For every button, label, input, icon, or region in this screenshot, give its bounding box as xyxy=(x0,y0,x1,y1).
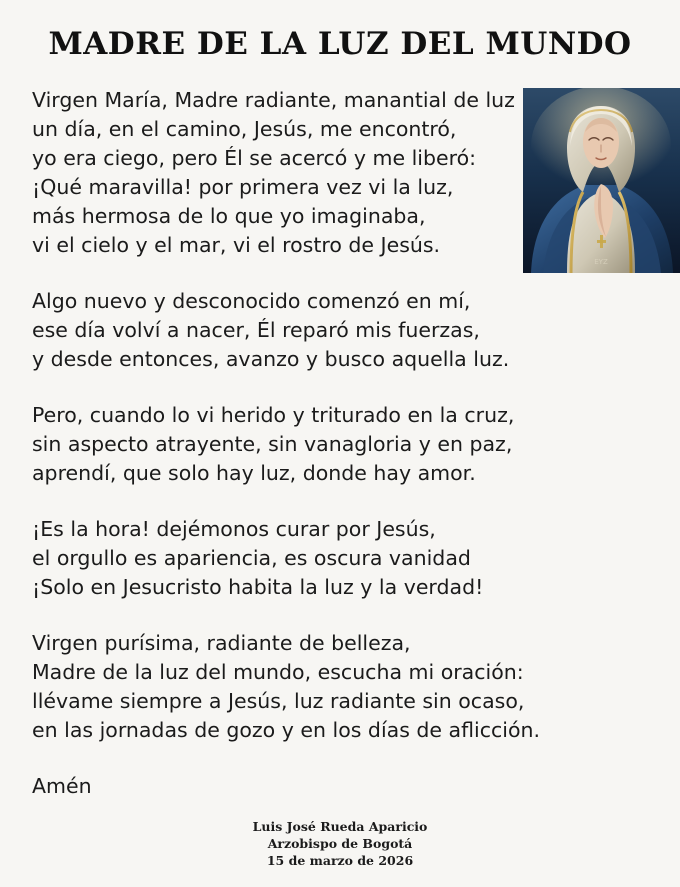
stanza-2 xyxy=(32,287,680,374)
signature-date: 15 de marzo de 2026 xyxy=(266,853,414,868)
poem-line: ese día volví a nacer, Él reparó mis fuerzas, xyxy=(32,318,480,342)
poem-line: ¡Es la hora! dejémonos curar por Jesús, xyxy=(32,517,436,541)
poem-line: aprendí, que solo hay luz, donde hay amor. xyxy=(32,461,476,485)
poem-line: ¡Solo en Jesucristo habita la luz y la verdad! xyxy=(32,575,484,599)
svg-text:EYZ: EYZ xyxy=(594,258,608,266)
poem-line: y desde entonces, avanzo y busco aquella luz. xyxy=(32,347,510,371)
page-title: MADRE DE LA LUZ DEL MUNDO xyxy=(48,26,632,62)
poem-line: Madre de la luz del mundo, escucha mi oración: xyxy=(32,660,524,684)
poem-line: un día, en el camino, Jesús, me encontró, xyxy=(32,117,457,141)
poem-line: ¡Qué maravilla! por primera vez vi la luz, xyxy=(32,175,454,199)
poem-line: vi el cielo y el mar, vi el rostro de Jesús. xyxy=(32,233,441,257)
closing-amen: Amén xyxy=(32,774,92,798)
stanza-1 xyxy=(32,86,680,260)
signature-block xyxy=(0,818,680,869)
poem-line: Pero, cuando lo vi herido y triturado en la cruz, xyxy=(32,403,515,427)
poem-line: en las jornadas de gozo y en los días de aflicción. xyxy=(32,718,540,742)
poem-line: yo era ciego, pero Él se acercó y me liberó: xyxy=(32,146,477,170)
poem-line: Virgen purísima, radiante de belleza, xyxy=(32,631,411,655)
poem-line: Virgen María, Madre radiante, manantial de luz xyxy=(32,88,515,112)
poem-body xyxy=(0,86,680,801)
signature-name: Luis José Rueda Aparicio xyxy=(252,819,428,834)
stanza-4 xyxy=(32,515,680,602)
stanza-5 xyxy=(32,629,680,745)
poem-line: llévame siempre a Jesús, luz radiante sin ocaso, xyxy=(32,689,525,713)
signature-role: Arzobispo de Bogotá xyxy=(267,836,413,851)
poem-line: sin aspecto atrayente, sin vanagloria y en paz, xyxy=(32,432,513,456)
poem-line: más hermosa de lo que yo imaginaba, xyxy=(32,204,426,228)
poem-line: Algo nuevo y desconocido comenzó en mí, xyxy=(32,289,471,313)
poem-line: el orgullo es apariencia, es oscura vanidad xyxy=(32,546,471,570)
stanza-3 xyxy=(32,401,680,488)
